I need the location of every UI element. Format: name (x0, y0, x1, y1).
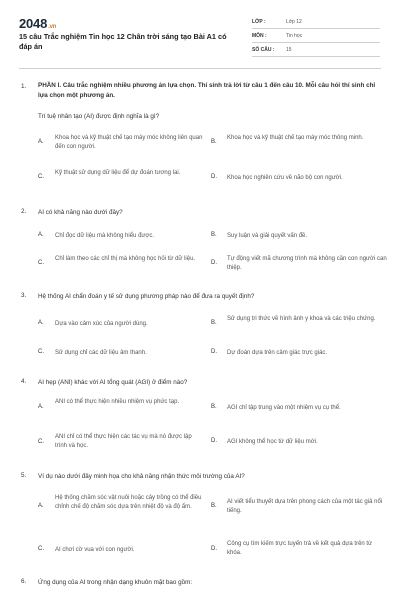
document-title: 15 câu Trắc nghiệm Tin học 12 Chân trời sáng tạo Bài A1 có đáp án (19, 32, 227, 51)
option-letter: C. (38, 349, 44, 355)
option-text: Công cụ tìm kiếm trực tuyến trả về kết quả dựa trên từ khóa. (227, 541, 373, 556)
option-letter: D. (211, 438, 217, 444)
option-letter: D. (211, 546, 217, 552)
option-letter: B. (211, 232, 217, 238)
question-number: 1. (21, 83, 27, 90)
option-text: Khoa học và kỹ thuật chế tạo máy móc thông minh. (227, 135, 364, 141)
option-letter: B. (211, 320, 217, 326)
option-text: ANI có thể thực hiện nhiều nhiệm vụ phức tạp. (55, 399, 180, 405)
option-letter: C. (38, 174, 44, 180)
header (0, 0, 400, 66)
option-text: AGI không thể học từ dữ liệu mới. (227, 439, 318, 445)
option-text: Khoa học nghiên cứu về não bộ con người. (227, 175, 343, 181)
meta-label: SỐ CÂU : (252, 46, 275, 53)
option-letter: D. (211, 260, 217, 266)
meta-row-question-count (252, 43, 380, 57)
option-letter: D. (211, 349, 217, 355)
meta-value: Lớp 12 (286, 18, 302, 25)
option-text: Dựa vào cảm xúc của người dùng. (55, 321, 148, 327)
meta-value: Tin học (286, 32, 303, 39)
option-text: Hệ thống chăm sóc vật nuôi hoặc cây trồng có thể điều chỉnh chế độ chăm sóc dựa trên nhiệt độ và độ ẩm. (55, 495, 202, 510)
question-number: 3. (21, 292, 27, 299)
option-letter: B. (211, 404, 217, 410)
option-letter: A. (38, 404, 44, 410)
option-letter: B. (211, 503, 217, 509)
meta-label: LỚP : (252, 18, 266, 25)
meta-row-grade (252, 15, 380, 29)
question-number: 2. (21, 208, 27, 215)
question-text: Ví dụ nào dưới đây minh họa cho khả năng nhận thức môi trường của AI? (38, 473, 245, 480)
meta-label: MÔN : (252, 32, 267, 39)
question-text: AI hẹp (ANI) khác với AI tổng quát (AGI) ở điểm nào? (38, 379, 188, 386)
option-letter: D. (211, 174, 217, 180)
option-text: Tự động viết mã chương trình mà không cần con người can thiệp. (227, 256, 387, 271)
option-text: Chỉ làm theo các chỉ thị mà không học hỏi từ dữ liệu. (55, 256, 196, 262)
question-text: Ứng dụng của AI trong nhận dạng khuôn mặt bao gồm: (38, 579, 193, 586)
meta-value: 15 (286, 46, 292, 53)
question-text: Trí tuệ nhân tạo (AI) được định nghĩa là gì? (38, 113, 160, 120)
option-letter: C. (38, 439, 44, 445)
part-instructions: PHẦN I. Câu trắc nghiệm nhiều phương án lựa chọn. Thí sinh trả lời từ câu 1 đến câu 10. Mỗi câu hỏi thí sinh chỉ lựa chọn một phương án. (38, 82, 376, 99)
document-meta (252, 15, 380, 57)
question-text: AI có khả năng nào dưới đây? (38, 209, 123, 216)
option-letter: A. (38, 232, 44, 238)
option-text: AGI chỉ tập trung vào một nhiệm vụ cụ thể. (227, 405, 341, 411)
question-number: 5. (21, 472, 27, 479)
site-logo[interactable]: 2048.vn (19, 16, 57, 31)
option-letter: A. (38, 320, 44, 326)
header-divider (19, 68, 381, 69)
option-letter: C. (38, 260, 44, 266)
option-text: AI viết tiểu thuyết dựa trên phong cách của một tác giả nổi tiếng. (227, 499, 383, 514)
option-letter: C. (38, 546, 44, 552)
option-text: Dự đoán dựa trên cảm giác trực giác. (227, 350, 328, 356)
option-text: Suy luận và giải quyết vấn đề. (227, 233, 308, 239)
option-letter: B. (211, 139, 217, 145)
question-number: 4. (21, 378, 27, 385)
option-text: Kỹ thuật sử dụng dữ liệu để dự đoán tương lai. (55, 170, 181, 176)
option-letter: A. (38, 503, 44, 509)
option-text: AI chơi cờ vua với con người. (55, 547, 135, 553)
option-text: ANI chỉ có thể thực hiện các tác vụ mà nó được lập trình và học. (55, 434, 192, 449)
option-text: Khoa học và kỹ thuật chế tạo máy móc không liên quan đến con người. (55, 135, 203, 150)
option-text: Sử dụng chỉ các dữ liệu âm thanh. (55, 350, 147, 356)
meta-row-subject (252, 29, 380, 43)
question-text: Hệ thống AI chẩn đoán y tế sử dụng phương pháp nào để đưa ra quyết định? (38, 293, 255, 300)
option-letter: A. (38, 139, 44, 145)
question-number: 6. (21, 578, 27, 585)
option-text: Sử dụng tri thức về hình ảnh y khoa và các triệu chứng. (227, 316, 376, 322)
option-text: Chỉ đọc dữ liệu mà không hiểu được. (55, 233, 155, 239)
